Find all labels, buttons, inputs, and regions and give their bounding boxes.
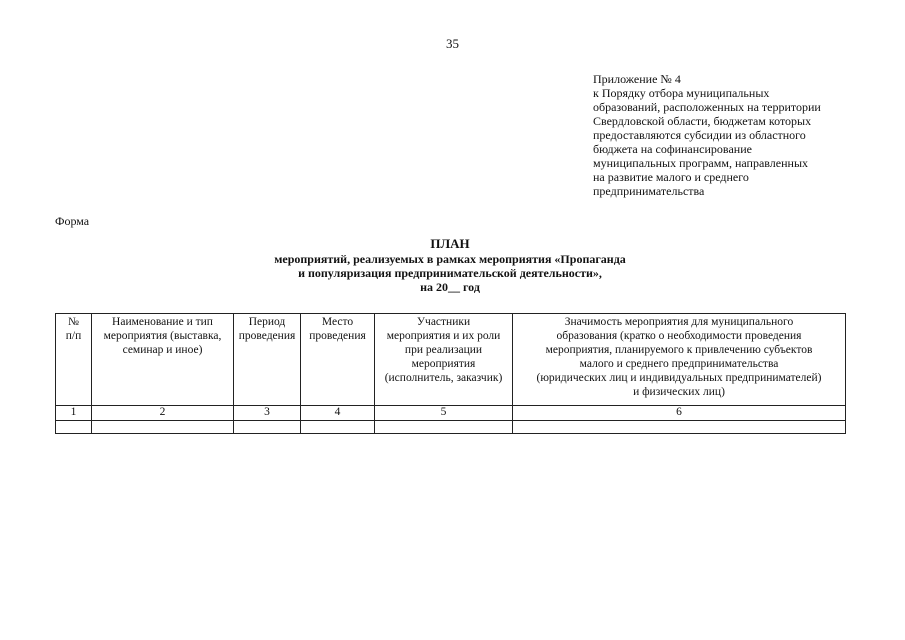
empty-cell [234,421,301,434]
header-line: образования (кратко о необходимости проведения [556,330,802,342]
column-number-row [56,406,846,421]
title-line: и популяризация предпринимательской деятельности», [298,266,602,280]
header-line: проведения [309,330,366,342]
header-line: п/п [65,330,82,342]
header-cell-participants [375,314,513,406]
appendix-line: Приложение № 4 [593,72,681,86]
header-line: и физических лиц) [633,386,725,398]
table-row [56,421,846,434]
title-plan: ПЛАН [430,236,470,251]
header-line: малого и среднего предпринимательства [579,358,779,370]
header-cell-significance [513,314,846,406]
header-line: мероприятия (выставка, [103,330,222,342]
header-line: мероприятия [411,358,476,370]
empty-cell [301,421,375,434]
title-line: на 20__ год [420,280,480,294]
header-line: Место [321,316,354,328]
appendix-line: на развитие малого и среднего [593,170,749,184]
header-cell-number [56,314,92,406]
header-line: Значимость мероприятия для муниципального [564,316,794,328]
column-number-cell: 1 [56,406,92,421]
header-line: Наименование и тип [112,316,213,328]
empty-cell [92,421,234,434]
empty-cell [375,421,513,434]
page-number: 35 [446,36,459,51]
header-line: Участники [416,316,471,328]
appendix-note [593,72,855,198]
header-line: № [68,316,79,328]
appendix-line: предпринимательства [593,184,705,198]
empty-cell [513,421,846,434]
header-line: семинар и иное) [122,344,203,356]
header-line: (юридических лиц и индивидуальных предпринимателей) [536,372,822,384]
column-number-cell: 6 [513,406,846,421]
document-title [200,237,700,294]
table-header-row [56,314,846,406]
header-line: (исполнитель, заказчик) [384,372,503,384]
header-line: Период [248,316,286,328]
form-label: Форма [55,214,90,228]
column-number-cell: 4 [301,406,375,421]
plan-table [55,313,846,434]
appendix-line: Свердловской области, бюджетам которых [593,114,812,128]
appendix-line: предоставляются субсидии из областного [593,128,806,142]
header-cell-place [301,314,375,406]
appendix-line: к Порядку отбора муниципальных [593,86,770,100]
column-number-cell: 2 [92,406,234,421]
header-cell-name-type [92,314,234,406]
column-number-cell: 5 [375,406,513,421]
appendix-line: бюджета на софинансирование [593,142,752,156]
header-line: проведения [238,330,296,342]
empty-cell [56,421,92,434]
header-cell-period [234,314,301,406]
header-line: мероприятия и их роли [386,330,501,342]
appendix-line: образований, расположенных на территории [593,100,821,114]
header-line: при реализации [404,344,483,356]
title-line: мероприятий, реализуемых в рамках мероприятия «Пропаганда [274,252,626,266]
header-line: мероприятия, планируемого к привлечению субъектов [545,344,813,356]
appendix-line: муниципальных программ, направленных [593,156,809,170]
column-number-cell: 3 [234,406,301,421]
